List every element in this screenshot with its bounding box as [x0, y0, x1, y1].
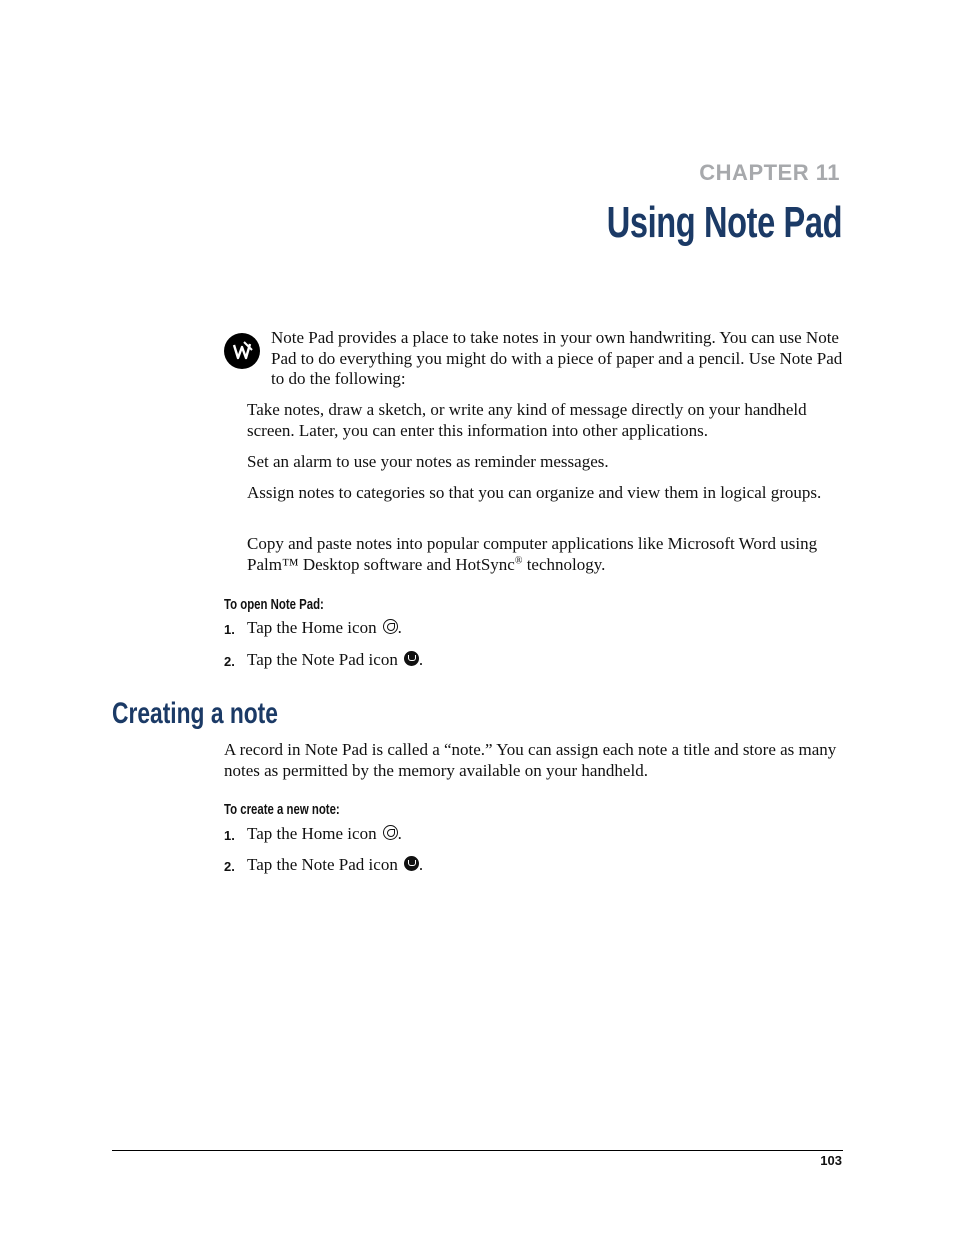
- section-heading: Creating a note: [112, 697, 278, 730]
- note-pad-icon: [404, 856, 419, 871]
- intro-paragraph: Note Pad provides a place to take notes in your own handwriting. You can use Note Pad to do everything you might do with a piece of paper and a pencil. Use Note Pad to do the following:: [271, 328, 843, 388]
- home-icon: [383, 825, 398, 840]
- step-label: Tap the Note Pad icon: [247, 650, 398, 669]
- procedure-heading: To open Note Pad:: [224, 596, 324, 613]
- list-item: [247, 534, 847, 575]
- procedure-heading: To create a new note:: [224, 801, 340, 818]
- page-title: Using Note Pad: [606, 198, 842, 247]
- step-text: [247, 650, 423, 670]
- list-item-text: Copy and paste notes into popular computer applications like Microsoft Word using Palm™ Desktop software and HotSync: [247, 534, 818, 574]
- step-end: .: [397, 824, 402, 843]
- step-text: [247, 855, 423, 875]
- list-item: Take notes, draw a sketch, or write any kind of message directly on your handheld screen. Later, you can enter this information into other applications.: [247, 400, 807, 440]
- section-paragraph: A record in Note Pad is called a “note.” You can assign each note a title and store as many notes as permitted by the memory available on your handheld.: [224, 740, 837, 780]
- note-pad-icon: [224, 333, 260, 369]
- note-pad-icon: [404, 651, 419, 666]
- list-item: Assign notes to categories so that you can organize and view them in logical groups.: [247, 483, 822, 502]
- step-number: 2.: [224, 859, 235, 874]
- list-item-tail: technology.: [522, 554, 606, 574]
- step-end: .: [418, 855, 424, 874]
- page-number: 103: [820, 1153, 842, 1168]
- step-number: 2.: [224, 654, 235, 669]
- step-end: .: [397, 618, 402, 637]
- step-text: [247, 618, 402, 638]
- step-text: [247, 824, 402, 844]
- step-label: Tap the Home icon: [247, 824, 377, 843]
- home-icon: [383, 619, 398, 634]
- footer-rule: [112, 1150, 843, 1151]
- step-end: .: [418, 650, 424, 669]
- step-number: 1.: [224, 828, 235, 843]
- step-label: Tap the Home icon: [247, 618, 377, 637]
- chapter-label: CHAPTER 11: [699, 160, 840, 185]
- list-item: Set an alarm to use your notes as reminder messages.: [247, 452, 609, 471]
- step-label: Tap the Note Pad icon: [247, 855, 398, 874]
- registered-mark: ®: [514, 554, 523, 566]
- step-number: 1.: [224, 622, 235, 637]
